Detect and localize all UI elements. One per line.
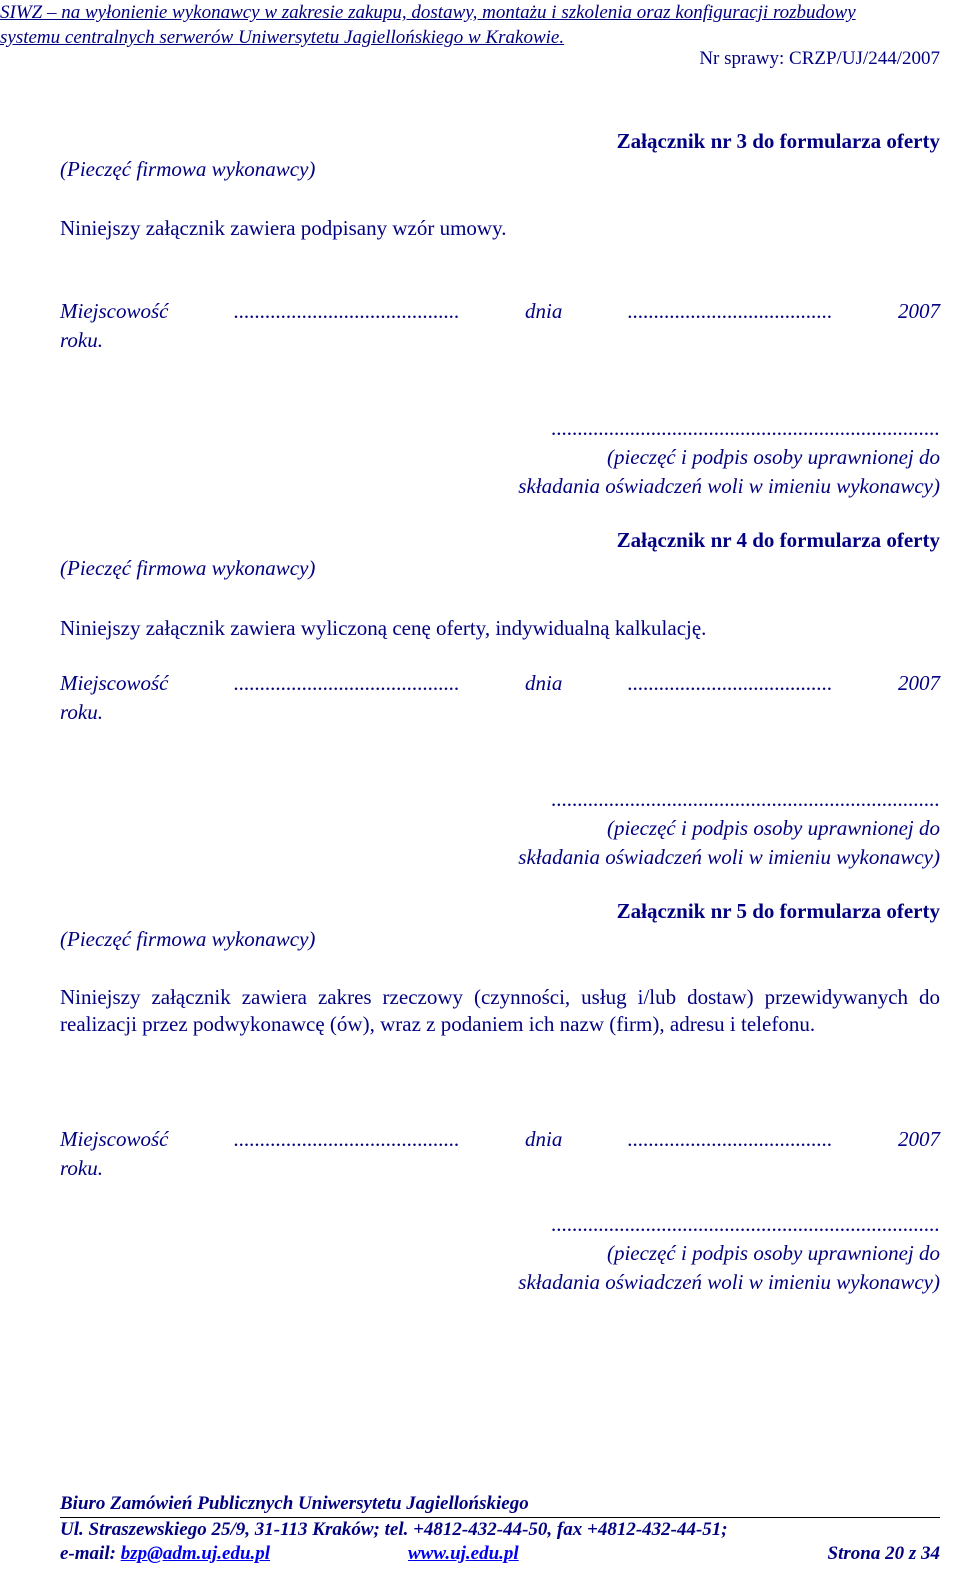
- header-title-line2: systemu centralnych serwerów Uniwersytetu Jagiellońskiego w Krakowie.: [0, 27, 565, 48]
- place-date-line: [60, 669, 940, 727]
- place-date-row: [60, 297, 940, 326]
- footer-address: Ul. Straszewskiego 25/9, 31-113 Kraków; tel. +4812-432-44-50, fax +4812-432-44-51;: [60, 1519, 728, 1540]
- signature-block: [440, 414, 940, 501]
- signature-caption-line1: (pieczęć i podpis osoby uprawnionej do: [606, 1241, 940, 1265]
- year: 2007: [897, 671, 940, 695]
- year-suffix: roku.: [60, 700, 103, 724]
- signature-caption-line2: składania oświadczeń woli w imieniu wykonawcy): [518, 1270, 940, 1294]
- header-title-line1: SIWZ – na wyłonienie wykonawcy w zakresie zakupu, dostawy, montażu i szkolenia oraz konfiguracji rozbudowy: [0, 2, 856, 23]
- signature-block: [440, 1210, 940, 1297]
- place-dots: ...........................................: [233, 671, 460, 695]
- year-suffix: roku.: [60, 328, 103, 352]
- signature-caption-line2: składania oświadczeń woli w imieniu wykonawcy): [518, 474, 940, 498]
- annex-3-title: Załącznik nr 3 do formularza oferty: [616, 129, 940, 153]
- day-label: dnia: [525, 671, 563, 695]
- year-suffix: roku.: [60, 1156, 103, 1180]
- signature-block: [440, 785, 940, 872]
- annex-5-title: Załącznik nr 5 do formularza oferty: [616, 899, 940, 923]
- signature-dots: ..........................................................................: [551, 1212, 940, 1236]
- signature-dots: ..........................................................................: [551, 416, 940, 440]
- signature-caption-line2: składania oświadczeń woli w imieniu wykonawcy): [518, 845, 940, 869]
- day-label: dnia: [525, 299, 563, 323]
- company-stamp-placeholder: (Pieczęć firmowa wykonawcy): [60, 556, 316, 580]
- place-label: Miejscowość: [60, 299, 169, 323]
- footer-website-link[interactable]: www.uj.edu.pl: [408, 1543, 519, 1564]
- place-date-line: [60, 1125, 940, 1183]
- annex-4-title: Załącznik nr 4 do formularza oferty: [616, 528, 940, 552]
- signature-dots: ..........................................................................: [551, 787, 940, 811]
- year: 2007: [897, 1127, 940, 1151]
- place-date-row: [60, 1125, 940, 1154]
- day-label: dnia: [525, 1127, 563, 1151]
- place-label: Miejscowość: [60, 1127, 169, 1151]
- day-dots: .......................................: [627, 671, 833, 695]
- annex-3-description: Niniejszy załącznik zawiera podpisany wzór umowy.: [60, 216, 507, 240]
- year: 2007: [897, 299, 940, 323]
- footer-email-label: e-mail:: [60, 1543, 116, 1564]
- place-label: Miejscowość: [60, 671, 169, 695]
- signature-caption-line1: (pieczęć i podpis osoby uprawnionej do: [606, 816, 940, 840]
- place-date-line: [60, 297, 940, 355]
- page-number: Strona 20 z 34: [827, 1543, 940, 1564]
- day-dots: .......................................: [627, 1127, 833, 1151]
- day-dots: .......................................: [627, 299, 833, 323]
- place-date-row: [60, 669, 940, 698]
- annex-4-description: Niniejszy załącznik zawiera wyliczoną cenę oferty, indywidualną kalkulację.: [60, 616, 707, 640]
- place-dots: ...........................................: [233, 299, 460, 323]
- company-stamp-placeholder: (Pieczęć firmowa wykonawcy): [60, 927, 316, 951]
- footer-contact-line: [60, 1542, 940, 1566]
- case-number: Nr sprawy: CRZP/UJ/244/2007: [699, 48, 940, 69]
- signature-caption-line1: (pieczęć i podpis osoby uprawnionej do: [606, 445, 940, 469]
- place-dots: ...........................................: [233, 1127, 460, 1151]
- company-stamp-placeholder: (Pieczęć firmowa wykonawcy): [60, 157, 316, 181]
- footer-email-link[interactable]: bzp@adm.uj.edu.pl: [120, 1543, 271, 1564]
- annex-5-description: Niniejszy załącznik zawiera zakres rzeczowy (czynności, usług i/lub dostaw) przewidywanych do realizacji przez podwykonawcę (ów), wraz z podaniem ich nazw (firm), adresu i telefonu.: [60, 985, 940, 1036]
- footer-office: Biuro Zamówień Publicznych Uniwersytetu Jagiellońskiego: [60, 1493, 529, 1514]
